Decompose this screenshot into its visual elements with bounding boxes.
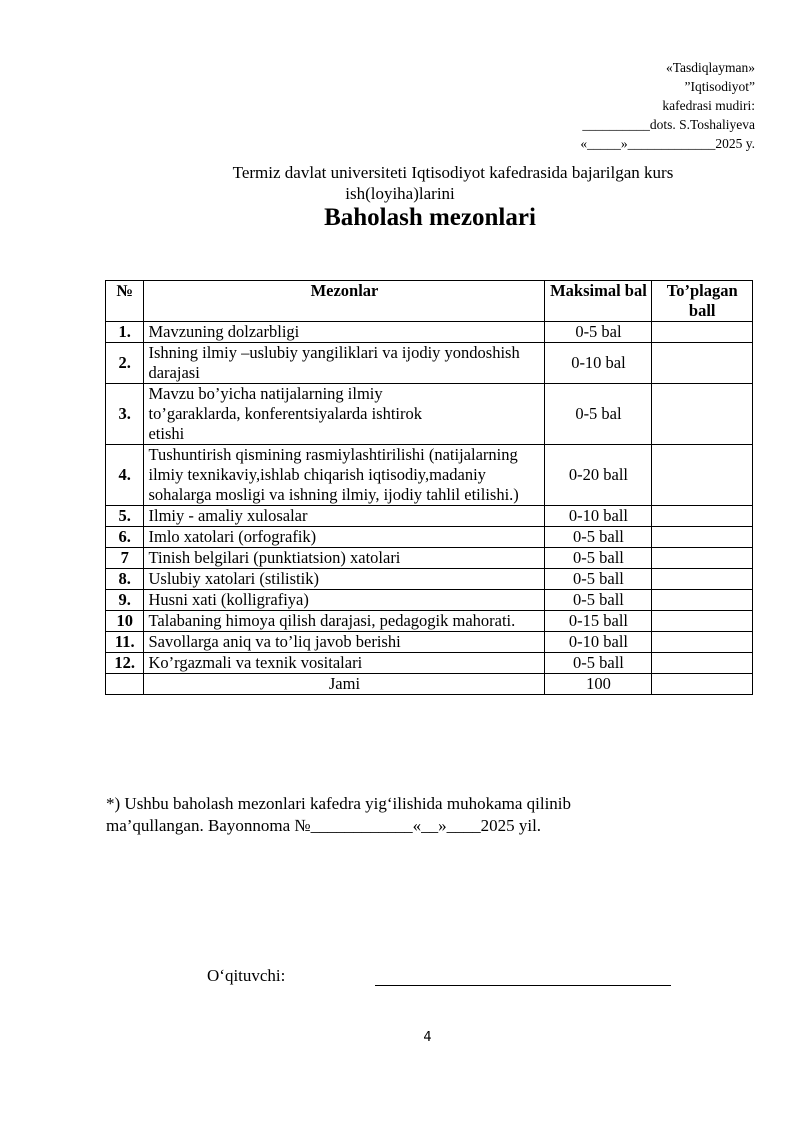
row-total[interactable] xyxy=(652,445,753,506)
heading-line-2: ish(loyiha)larini xyxy=(345,184,455,203)
approval-block xyxy=(580,58,755,153)
row-num: 1. xyxy=(106,322,144,343)
table-row xyxy=(106,590,753,611)
approval-line-2: ”Iqtisodiyot” xyxy=(684,79,755,94)
total-row-total[interactable] xyxy=(652,674,753,695)
row-max: 0-5 ball xyxy=(545,653,652,674)
footnote-line-1: *) Ushbu baholash mezonlari kafedra yig‘ilishida muhokama qilinib xyxy=(106,794,572,813)
row-criteria: Tushuntirish qismining rasmiylashtirilishi (natijalarning ilmiy texnikaviy,ishlab chiqarish iqtisodiy,madaniy sohalarga mosligi va ishning ilmiy, ijodiy tahlil etilishi.) xyxy=(144,445,545,506)
signature-line[interactable] xyxy=(375,985,671,986)
row-total[interactable] xyxy=(652,527,753,548)
footnote xyxy=(106,793,726,837)
row-total[interactable] xyxy=(652,569,753,590)
table-row xyxy=(106,611,753,632)
heading-line-1: Termiz davlat universiteti Iqtisodiyot kafedrasida bajarilgan kurs xyxy=(232,163,674,182)
approval-line-4: __________dots. S.Toshaliyeva xyxy=(582,117,755,132)
row-num: 3. xyxy=(106,384,144,445)
row-max: 0-5 ball xyxy=(545,527,652,548)
row-criteria: Mavzuning dolzarbligi xyxy=(144,322,545,343)
row-criteria: Ilmiy - amaliy xulosalar xyxy=(144,506,545,527)
document-title: Baholash mezonlari xyxy=(324,204,536,231)
row-max: 0-20 ball xyxy=(545,445,652,506)
row-criteria: Tinish belgilari (punktiatsion) xatolari xyxy=(144,548,545,569)
table-row xyxy=(106,569,753,590)
header-max: Maksimal bal xyxy=(545,281,652,322)
table-row xyxy=(106,384,753,445)
table-header-row xyxy=(106,281,753,322)
row-num: 2. xyxy=(106,343,144,384)
row-num: 10 xyxy=(106,611,144,632)
footnote-line-2: ma’qullangan. Bayonnoma №____________«__»____2025 yil. xyxy=(106,816,542,835)
row-num: 11. xyxy=(106,632,144,653)
table-row xyxy=(106,343,753,384)
row-max: 0-5 bal xyxy=(545,322,652,343)
total-row-num xyxy=(106,674,144,695)
document-heading xyxy=(0,162,800,204)
table-row xyxy=(106,445,753,506)
row-criteria: Talabaning himoya qilish darajasi, pedagogik mahorati. xyxy=(144,611,545,632)
total-row xyxy=(106,674,753,695)
row-num: 7 xyxy=(106,548,144,569)
approval-line-1: «Tasdiqlayman» xyxy=(665,60,755,75)
row-max: 0-5 ball xyxy=(545,590,652,611)
row-total[interactable] xyxy=(652,384,753,445)
row-num: 5. xyxy=(106,506,144,527)
total-row-label: Jami xyxy=(144,674,545,695)
total-row-max: 100 xyxy=(545,674,652,695)
row-criteria: Ishning ilmiy –uslubiy yangiliklari va ijodiy yondoshish darajasi xyxy=(144,343,545,384)
row-total[interactable] xyxy=(652,506,753,527)
row-criteria: Imlo xatolari (orfografik) xyxy=(144,527,545,548)
row-max: 0-5 ball xyxy=(545,569,652,590)
row-max: 0-15 ball xyxy=(545,611,652,632)
table-row xyxy=(106,506,753,527)
row-num: 4. xyxy=(106,445,144,506)
row-criteria: Mavzu bo’yicha natijalarning ilmiy to’garaklarda, konferentsiyalarda ishtirok etishi xyxy=(144,384,545,445)
table-row xyxy=(106,653,753,674)
row-max: 0-10 ball xyxy=(545,506,652,527)
signature-label: O‘qituvchi: xyxy=(207,966,286,985)
row-max: 0-5 bal xyxy=(545,384,652,445)
approval-line-3: kafedrasi mudiri: xyxy=(662,98,755,113)
header-total: To’plagan ball xyxy=(652,281,753,322)
row-criteria: Ko’rgazmali va texnik vositalari xyxy=(144,653,545,674)
row-total[interactable] xyxy=(652,343,753,384)
table-row xyxy=(106,548,753,569)
row-total[interactable] xyxy=(652,548,753,569)
row-max: 0-10 bal xyxy=(545,343,652,384)
row-num: 12. xyxy=(106,653,144,674)
row-criteria: Uslubiy xatolari (stilistik) xyxy=(144,569,545,590)
table-row xyxy=(106,632,753,653)
row-total[interactable] xyxy=(652,322,753,343)
row-total[interactable] xyxy=(652,611,753,632)
header-criteria: Mezonlar xyxy=(144,281,545,322)
header-num: № xyxy=(106,281,144,322)
row-total[interactable] xyxy=(652,590,753,611)
row-total[interactable] xyxy=(652,632,753,653)
row-criteria: Savollarga aniq va to’liq javob berishi xyxy=(144,632,545,653)
page-number: 4 xyxy=(423,1030,432,1045)
row-num: 6. xyxy=(106,527,144,548)
approval-line-5: «_____»_____________2025 y. xyxy=(580,136,755,151)
row-max: 0-5 ball xyxy=(545,548,652,569)
row-max: 0-10 ball xyxy=(545,632,652,653)
row-criteria: Husni xati (kolligrafiya) xyxy=(144,590,545,611)
table-row xyxy=(106,527,753,548)
row-total[interactable] xyxy=(652,653,753,674)
row-num: 9. xyxy=(106,590,144,611)
criteria-table xyxy=(105,280,753,695)
table-row xyxy=(106,322,753,343)
row-num: 8. xyxy=(106,569,144,590)
